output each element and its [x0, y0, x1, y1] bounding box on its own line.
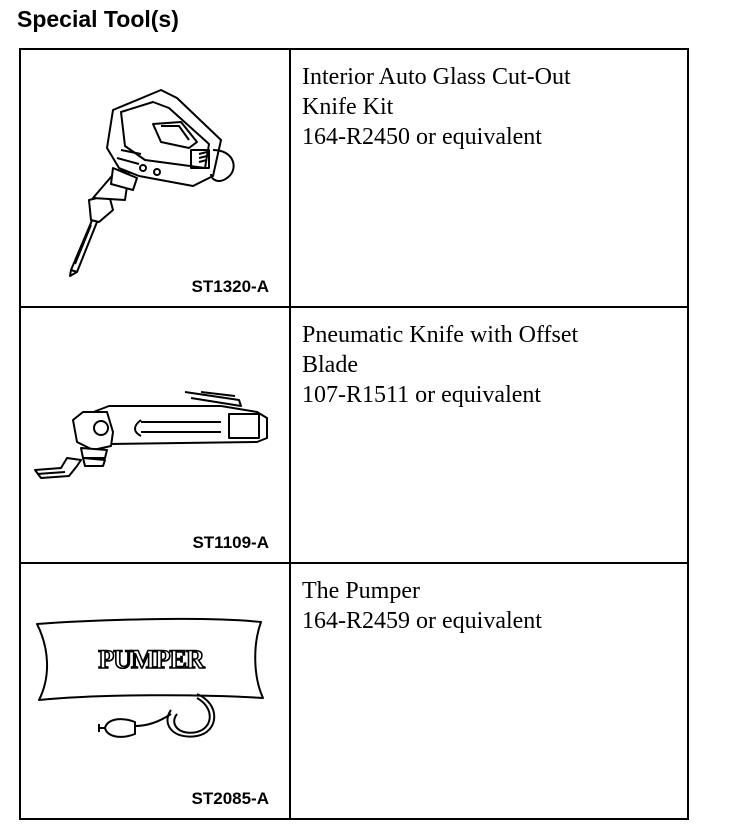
cut-out-knife-illustration — [21, 50, 289, 308]
tool-description-cell — [290, 307, 688, 563]
tool-image-cell — [20, 49, 290, 307]
tool-part-number: 164-R2459 or equivalent — [302, 608, 542, 634]
pumper-illustration — [21, 564, 289, 820]
page-title: Special Tool(s) — [17, 6, 179, 32]
pumper-label: PUMPER — [98, 645, 204, 674]
tool-description — [291, 564, 687, 636]
tool-image-cell — [20, 307, 290, 563]
tool-description-cell — [290, 563, 688, 819]
tool-description — [291, 50, 687, 152]
tool-description-cell — [290, 49, 688, 307]
tool-name-line: Knife Kit — [302, 94, 394, 120]
tool-code: ST2085-A — [191, 789, 269, 808]
special-tools-table — [19, 48, 689, 820]
tool-description — [291, 308, 687, 410]
tool-image-cell — [20, 563, 290, 819]
tool-name-line: The Pumper — [302, 578, 420, 604]
tool-code: ST1320-A — [191, 277, 269, 296]
table-row — [20, 563, 688, 819]
tool-part-number: 107-R1511 or equivalent — [302, 382, 542, 408]
tool-name-line: Interior Auto Glass Cut-Out — [302, 64, 571, 90]
pneumatic-knife-illustration — [21, 308, 289, 564]
tool-code: ST1109-A — [192, 533, 269, 552]
tool-name-line: Pneumatic Knife with Offset — [302, 322, 579, 348]
table-row — [20, 49, 688, 307]
tool-part-number: 164-R2450 or equivalent — [302, 124, 542, 150]
tool-name-line: Blade — [302, 352, 358, 378]
table-row — [20, 307, 688, 563]
